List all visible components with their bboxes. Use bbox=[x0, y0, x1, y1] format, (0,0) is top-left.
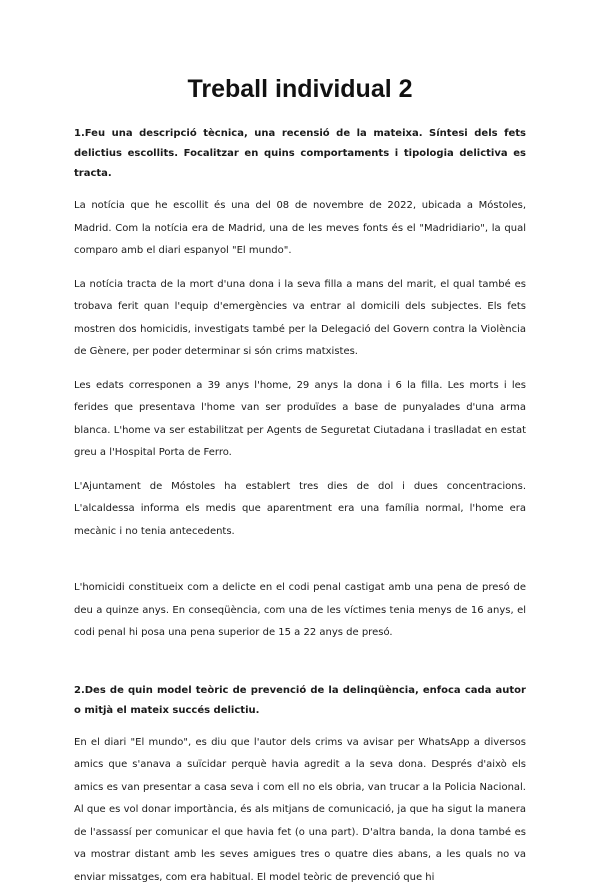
paragraph: La notícia tracta de la mort d'una dona i la seva filla a mans del marit, el qual també es trobava ferit quan l'equip d'emergències va entrar al domicili dels subjectes. Els fets mostren dos homicidis, investigats també per la Delegació del Govern contra la Violència de Gènere, per poder determinar si són crims matxistes. bbox=[74, 274, 526, 364]
question-2: 2.Des de quin model teòric de prevenció de la delinqüència, enfoca cada autor o mitjà el mateix succés delictiu. bbox=[74, 681, 526, 721]
paragraph: L'Ajuntament de Móstoles ha establert tres dies de dol i dues concentracions. L'alcaldessa informa els medis que aparentment era una família normal, l'home era mecànic i no tenia antecedents. bbox=[74, 476, 526, 544]
document-title: Treball individual 2 bbox=[74, 0, 526, 106]
paragraph: L'homicidi constitueix com a delicte en el codi penal castigat amb una pena de presó de deu a quinze anys. En conseqüència, com una de les víctimes tenia menys de 16 anys, el codi penal hi posa una pena superior de 15 a 22 anys de presó. bbox=[74, 577, 526, 645]
paragraph: En el diari "El mundo", es diu que l'autor dels crims va avisar per WhatsApp a diversos amics que s'anava a suïcidar perquè havia agredit a la seva dona. Després d'això els amics es van presentar a casa seva i com ell no els obria, van trucar a la Policia Nacional. Al que es vol donar importància, és als mitjans de comunicació, ja que ha sigut la manera de l'assassí per comunicar el que havia fet (o una part). D'altra banda, la dona també es va mostrar distant amb les seves amigues tres o quatre dies abans, a les quals no va enviar missatges, com era habitual. El model teòric de prevenció que hi bbox=[74, 732, 526, 889]
paragraph: La notícia que he escollit és una del 08 de novembre de 2022, ubicada a Móstoles, Madrid. Com la notícia era de Madrid, una de les meves fonts és el "Madridiario", la qual comparo amb el diari espanyol "El mundo". bbox=[74, 195, 526, 263]
question-1: 1.Feu una descripció tècnica, una recensió de la mateixa. Síntesi dels fets delictius escollits. Focalitzar en quins comportaments i tipologia delictiva es tracta. bbox=[74, 124, 526, 184]
paragraph: Les edats corresponen a 39 anys l'home, 29 anys la dona i 6 la filla. Les morts i les ferides que presentava l'home van ser produïdes a base de punyalades d'una arma blanca. L'home va ser estabilitzat per Agents de Seguretat Ciutadana i traslladat en estat greu a l'Hospital Porta de Ferro. bbox=[74, 375, 526, 465]
